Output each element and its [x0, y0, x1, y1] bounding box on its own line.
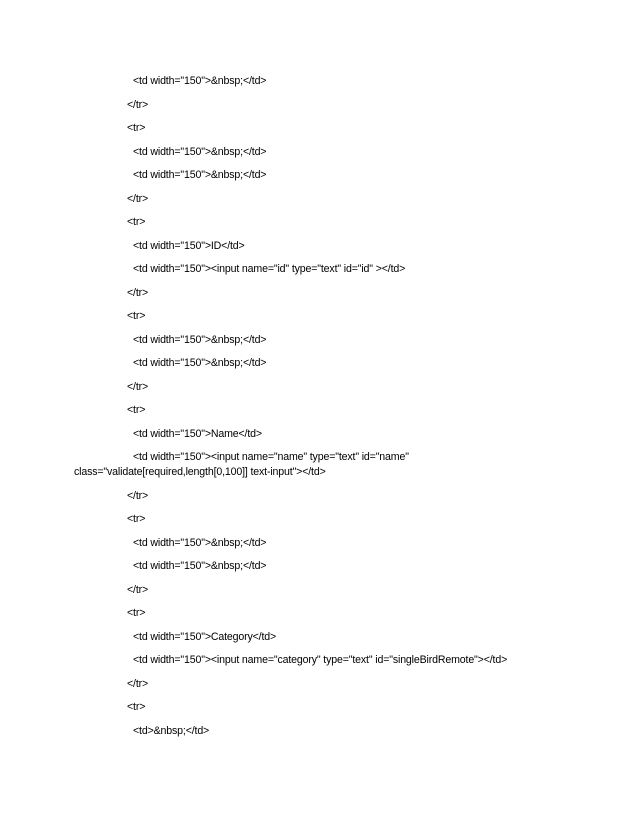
code-line: <tr> — [127, 701, 146, 713]
code-line: <td width="150">&nbsp;</td> — [133, 334, 267, 346]
code-line: <tr> — [127, 404, 146, 416]
code-line: <td width="150">&nbsp;</td> — [133, 560, 267, 572]
code-line: </tr> — [127, 287, 149, 299]
code-line: <td width="150">Name</td> — [133, 428, 262, 440]
code-line: </tr> — [127, 381, 149, 393]
code-line: <td width="150">Category</td> — [133, 631, 277, 643]
code-line-wrapped: class="validate[required,length[0,100]] text-input"></td> — [74, 466, 326, 478]
code-line: <td width="150"><input name="name" type="text" id="name" — [133, 451, 409, 463]
code-line: </tr> — [127, 678, 149, 690]
code-line: <td width="150">ID</td> — [133, 240, 245, 252]
code-line: <td width="150">&nbsp;</td> — [133, 357, 267, 369]
code-line: <tr> — [127, 607, 146, 619]
code-line: <td width="150">&nbsp;</td> — [133, 169, 267, 181]
code-line: </tr> — [127, 584, 149, 596]
code-line: </tr> — [127, 193, 149, 205]
code-line: <td width="150"><input name="category" type="text" id="singleBirdRemote"></td> — [133, 654, 508, 666]
code-line: <td width="150"><input name="id" type="text" id="id" ></td> — [133, 263, 406, 275]
code-line: <tr> — [127, 216, 146, 228]
code-line: <td>&nbsp;</td> — [133, 725, 210, 737]
code-line: <tr> — [127, 513, 146, 525]
code-line: <td width="150">&nbsp;</td> — [133, 146, 267, 158]
code-line: <td width="150">&nbsp;</td> — [133, 537, 267, 549]
code-line: <tr> — [127, 310, 146, 322]
code-line: </tr> — [127, 490, 149, 502]
code-line: <td width="150">&nbsp;</td> — [133, 75, 267, 87]
code-line: </tr> — [127, 99, 149, 111]
code-line: <tr> — [127, 122, 146, 134]
